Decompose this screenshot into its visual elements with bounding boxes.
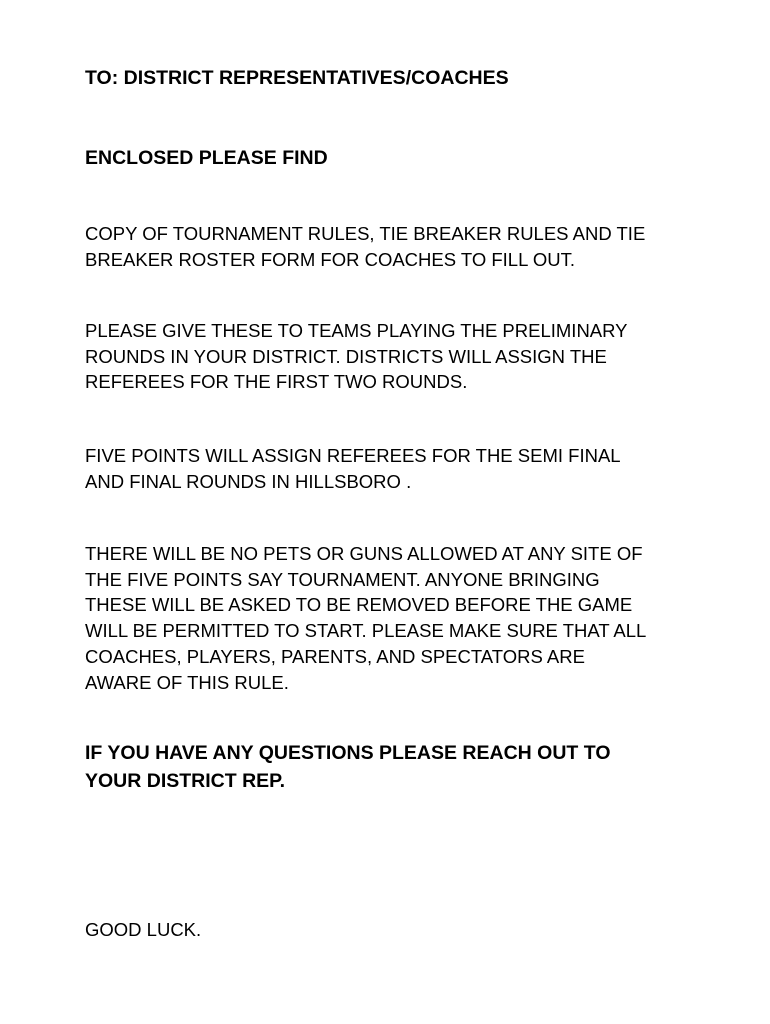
questions-line: YOUR DISTRICT REP. [85, 769, 286, 792]
paragraph-line: AWARE OF THIS RULE. [85, 671, 289, 693]
paragraph-no-pets-or-guns [85, 541, 725, 695]
enclosed-heading: ENCLOSED PLEASE FIND [85, 147, 328, 169]
to-line: TO: DISTRICT REPRESENTATIVES/COACHES [85, 67, 509, 89]
paragraph-enclosures [85, 221, 725, 272]
paragraph-line: FIVE POINTS WILL ASSIGN REFEREES FOR THE SEMI FINAL [85, 445, 621, 466]
paragraph-preliminary-rounds [85, 318, 725, 395]
paragraph-line: THERE WILL BE NO PETS OR GUNS ALLOWED AT ANY SITE OF [85, 543, 643, 564]
paragraph-line: WILL BE PERMITTED TO START. PLEASE MAKE SURE THAT ALL [85, 620, 647, 642]
paragraph-line: ROUNDS IN YOUR DISTRICT. DISTRICTS WILL ASSIGN THE [85, 345, 607, 367]
closing-text: GOOD LUCK. [85, 919, 202, 940]
paragraph-final-rounds [85, 443, 725, 494]
paragraph-line: THESE WILL BE ASKED TO BE REMOVED BEFORE THE GAME [85, 594, 633, 616]
paragraph-line: COACHES, PLAYERS, PARENTS, AND SPECTATORS ARE [85, 645, 585, 667]
paragraph-line: AND FINAL ROUNDS IN HILLSBORO . [85, 470, 412, 492]
paragraph-line: COPY OF TOURNAMENT RULES, TIE BREAKER RULES AND TIE [85, 223, 646, 244]
paragraph-line: THE FIVE POINTS SAY TOURNAMENT. ANYONE BRINGING [85, 568, 600, 590]
paragraph-line: BREAKER ROSTER FORM FOR COACHES TO FILL OUT. [85, 248, 575, 270]
questions-note [85, 740, 725, 795]
paragraph-line: REFEREES FOR THE FIRST TWO ROUNDS. [85, 371, 468, 393]
paragraph-line: PLEASE GIVE THESE TO TEAMS PLAYING THE PRELIMINARY [85, 320, 628, 341]
questions-line: IF YOU HAVE ANY QUESTIONS PLEASE REACH OUT TO [85, 742, 611, 764]
